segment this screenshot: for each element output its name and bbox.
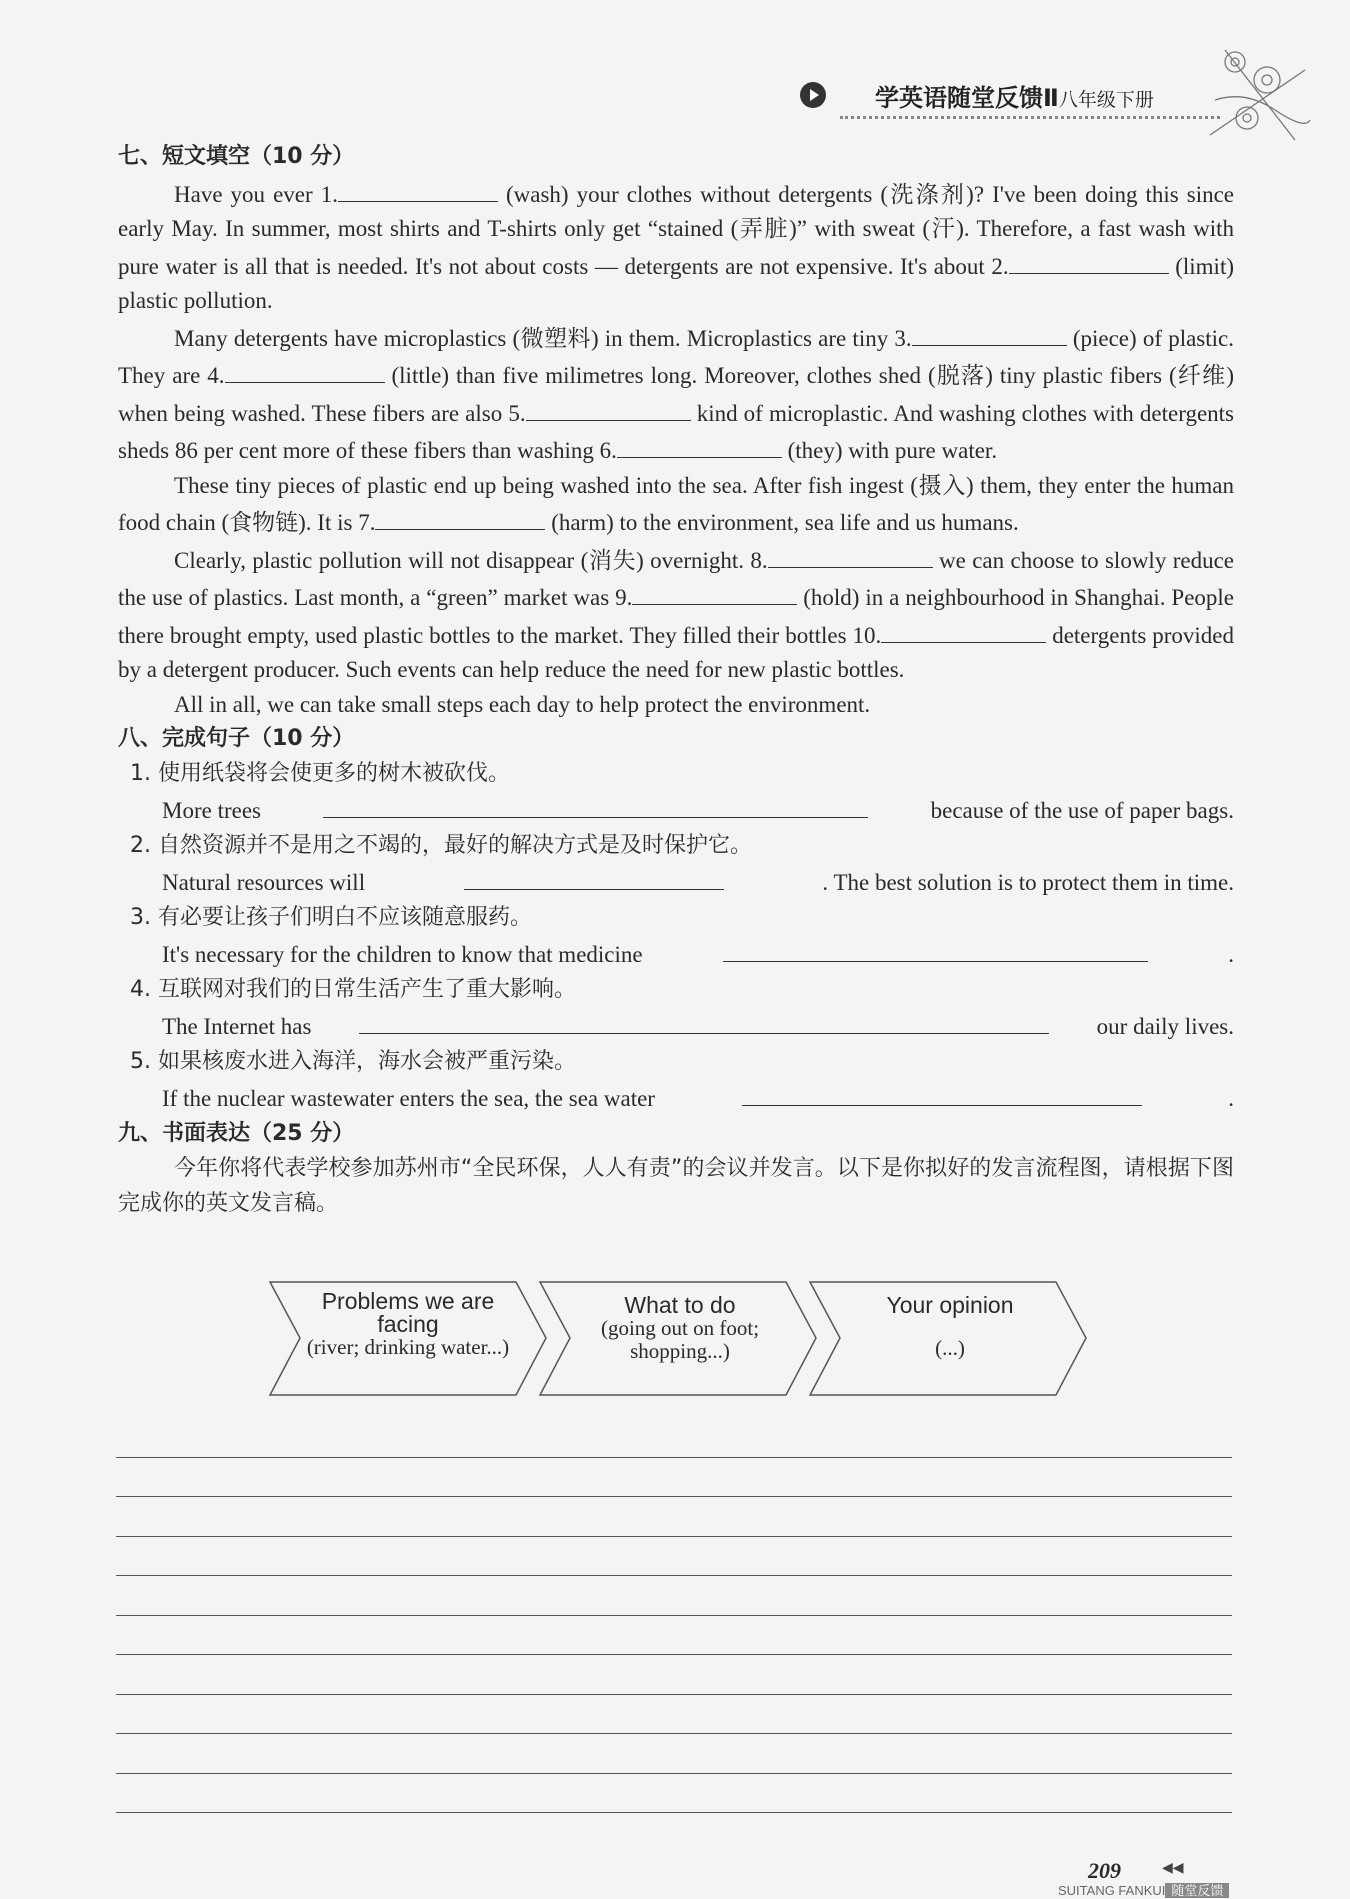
sentence-item-4 [118,973,1234,1045]
section-7-title: 七、短文填空（10 分） [118,144,355,169]
sentence-chinese: 5. 如果核废水进入海洋，海水会被严重污染。 [130,1048,576,1074]
footer-brand: SUITANG FANKUI 随堂反馈 [1058,1880,1229,1899]
flow-step-heading: Your opinion [886,1292,1014,1318]
sentence-english: The Internet has our daily lives. [118,1007,1234,1045]
passage-paragraph-5: All in all, we can take small steps each day to help protect the environment. [174,691,871,717]
writing-line[interactable] [116,1734,1232,1774]
flow-step-heading: What to do [624,1292,736,1318]
answer-blank-4[interactable] [359,1007,1049,1034]
header-dotted-rule [840,116,1220,119]
flow-step-2 [570,1294,790,1363]
writing-prompt: 今年你将代表学校参加苏州市“全民环保，人人有责”的会议并发言。以下是你拟好的发言流程图，请根据下图完成你的英文发言稿。 [118,1156,1234,1216]
sentence-chinese: 2. 自然资源并不是用之不竭的，最好的解决方式是及时保护它。 [130,832,752,858]
passage-paragraph-1: Have you ever 1. (wash) your clothes without detergents (洗涤剂)? I've been doing this since early May. In summer, most shirts and T-shirts only get “stained (弄脏)” with sweat (汗). Therefore, a fast wash with pure water is all that is needed. It's not about costs — detergents are not expensive. It's about 2. (limit) plastic pollution. [118,175,1234,319]
sentence-item-2 [118,829,1234,901]
flow-step-3 [840,1294,1060,1360]
sentence-item-1 [118,757,1234,829]
page-number: 209 [1088,1858,1121,1883]
blank-7[interactable] [375,503,545,530]
writing-line[interactable] [116,1497,1232,1537]
writing-line[interactable] [116,1418,1232,1458]
answer-blank-1[interactable] [323,791,868,818]
writing-line[interactable] [116,1537,1232,1577]
flow-step-heading: Problems we are facing [321,1288,495,1337]
writing-line[interactable] [116,1616,1232,1656]
section-8-title: 八、完成句子（10 分） [118,726,355,751]
sentence-english: It's necessary for the children to know that medicine . [118,935,1234,973]
answer-blank-2[interactable] [464,863,724,890]
blank-1[interactable] [338,175,498,202]
blank-6[interactable] [617,431,782,458]
sentence-item-3 [118,901,1234,973]
answer-blank-5[interactable] [742,1079,1142,1106]
play-icon [800,82,826,108]
writing-line[interactable] [116,1695,1232,1735]
blank-4[interactable] [225,356,385,383]
passage-paragraph-2: Many detergents have microplastics (微塑料) in them. Microplastics are tiny 3. (piece) of plastic. They are 4. (little) than five milimetres long. Moreover, clothes shed (脱落) tiny plastic fibers (纤维) when being washed. These fibers are also 5. kind of microplastic. And washing clothes with detergents sheds 86 per cent more of these fibers than washing 6. (they) with pure water. [118,319,1234,469]
footer-brand-zh: 随堂反馈 [1165,1883,1229,1898]
answer-blank-3[interactable] [723,935,1148,962]
blank-9[interactable] [632,578,797,605]
page-header [800,72,1220,122]
flow-step-detail: (...) [935,1336,965,1360]
speech-flowchart [268,1280,1088,1398]
blank-8[interactable] [768,541,933,568]
sentence-english: If the nuclear wastewater enters the sea, the sea water . [118,1079,1234,1117]
flower-decoration-icon [1205,40,1315,150]
double-left-arrow-icon: ◀◀ [1162,1861,1184,1876]
book-grade: 八年级下册 [1058,89,1154,111]
sentence-chinese: 1. 使用纸袋将会使更多的树木被砍伐。 [130,760,510,786]
passage-paragraph-4: Clearly, plastic pollution will not disappear (消失) overnight. 8. we can choose to slowly reduce the use of plastics. Last month, a “green” market was 9. (hold) in a neighbourhood in Shanghai. People there brought empty, used plastic bottles to the market. They filled their bottles 10. detergents provided by a detergent producer. Such events can help reduce the need for new plastic bottles. [118,541,1234,688]
book-title: 学英语随堂反馈Ⅱ八年级下册 [875,84,1154,112]
sentence-chinese: 3. 有必要让孩子们明白不应该随意服药。 [130,904,532,930]
writing-line[interactable] [116,1774,1232,1814]
blank-3[interactable] [912,319,1067,346]
section-9-title: 九、书面表达（25 分） [118,1120,355,1146]
writing-line[interactable] [116,1576,1232,1616]
flow-step-detail: (river; drinking water...) [306,1335,510,1359]
flow-step-detail: (going out on foot; shopping...) [600,1316,760,1363]
writing-line[interactable] [116,1655,1232,1695]
sentence-english: More trees because of the use of paper bags. [118,791,1234,829]
sentence-english: Natural resources will . The best solution is to protect them in time. [118,863,1234,901]
passage-paragraph-3: These tiny pieces of plastic end up being washed into the sea. After fish ingest (摄入) them, they enter the human food chain (食物链). It is 7. (harm) to the environment, sea life and us humans. [118,472,1234,535]
writing-line[interactable] [116,1458,1232,1498]
blank-2[interactable] [1009,247,1169,274]
flow-step-1 [298,1290,518,1359]
sentence-chinese: 4. 互联网对我们的日常生活产生了重大影响。 [130,976,576,1002]
worksheet-content [118,140,1234,1221]
blank-5[interactable] [526,394,691,421]
sentence-item-5 [118,1045,1234,1117]
blank-10[interactable] [881,616,1046,643]
writing-lines[interactable] [116,1418,1232,1813]
